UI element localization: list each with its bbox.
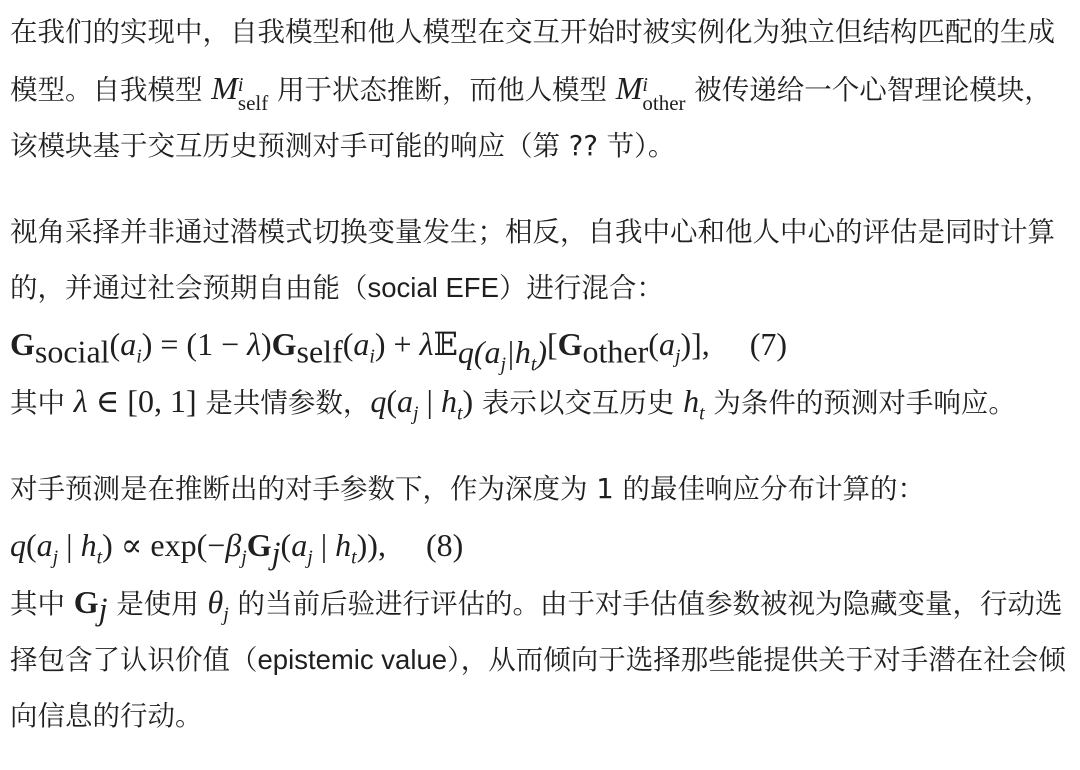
equation-8: $q(a_j$ | $h_t) \propto \exp(-\beta_jG_j(a_j$ | $h_t$)), (8) [10,527,464,571]
math-m-self: M i self [211,70,269,116]
paragraph-perspective-taking: 视角采择并非通过潜模式切换变量发生；相反，自我中心和他人中心的评估是同时计算的，并通过社会预期自由能（social EFE）进行混合： [10,216,1055,304]
paragraph-opponent-prediction: 对手预测是在推断出的对手参数下，作为深度为 1 的最佳响应分布计算的： [10,473,925,505]
paragraph-epistemic-value: 其中 $G_j$ 是使用 $\theta_j$ 的当前后验进行评估的。由于对手估值参数被视为隐藏变量，行动选择包含了认识价值（epistemic value），从而倾向于选择那些能提供关于对手潜在社会倾向信息的行动。 [10,584,1066,732]
equation-7-number: (7) [749,326,788,362]
equation-8-number: (8) [425,527,464,563]
paragraph-empathy-parameter: 其中 λ ∈ [0, 1] 是共情参数，$q(a_j$ | $h_t$) 表示以交互历史 $h_t$ 为条件的预测对手响应。 [10,383,1016,425]
equation-7: $G_{social}(a_i) = (1 - \lambda)G_{self}(a_i)$ + $\lambda 𝔼_{q(a_j|h_t)}[G_{other}(a_j)]$, (7) [10,326,788,375]
paragraph-model-instantiation: 在我们的实现中，自我模型和他人模型在交互开始时被实例化为独立但结构匹配的生成模型。自我模型 M i self 用于状态推断，而他人模型 M i other 被传递给一个心智理论模块，该模块基于交互历史预测对手可能的响应（第 ?? 节）。 [10,16,1055,162]
math-m-other: M i other [615,70,686,116]
